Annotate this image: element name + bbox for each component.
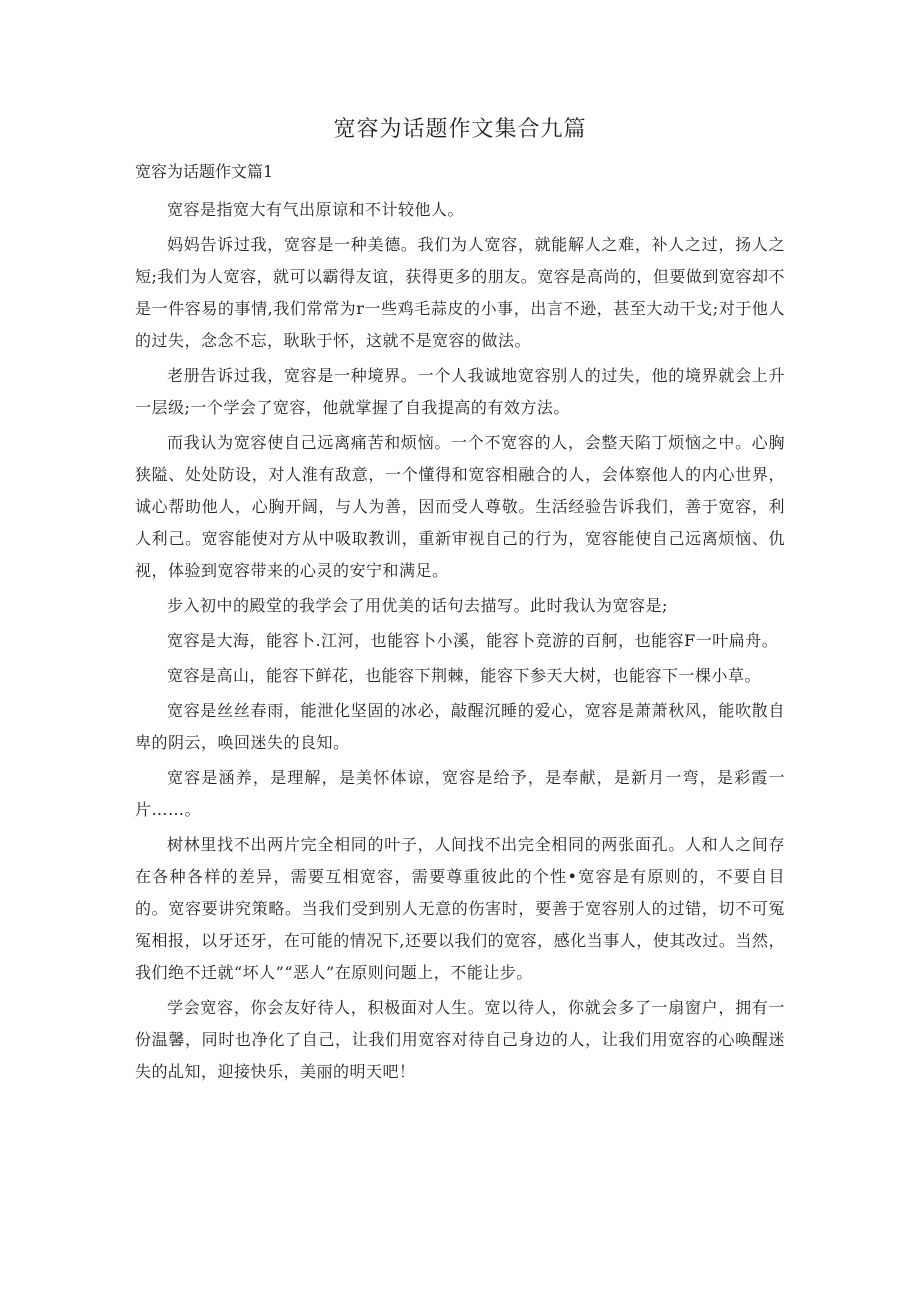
essay-body <box>135 194 785 1091</box>
paragraph: 老册告诉过我，宽容是一种境界。一个人我诚地宽容别人的过失，他的境界就会上升一层级;一个学会了宽容，他就掌握了自我提高的有效方法。 <box>135 366 785 417</box>
paragraph: 妈妈告诉过我，宽容是一种美德。我们为人宽容，就能解人之难，补人之过，扬人之短;我们为人宽容，就可以霸得友谊，获得更多的朋友。宽容是高尚的，但要做到宽容却不是一件容易的事情,我们常常为r一些鸡毛蒜皮的小事，出言不逊，甚至大动干戈;对于他人的过失，念念不忘，耿耿于怀，这就不是宽容的做法。 <box>135 235 785 350</box>
paragraph: 而我认为宽容使自己远离痛苦和烦恼。一个不宽容的人，会整天陷丁烦恼之中。心胸狭隘、处处防设，对人淮有敌意，一个懂得和宽容相融合的人，会体察他人的内心世界，诚心帮助他人，心胸开阔，与人为善，因而受人尊敬。生活经验告诉我们，善于宽容，利人利己。宽容能使对方从中吸取教训，重新审视自己的行为，宽容能使自己远离烦恼、仇视，体验到宽容带来的心灵的安宁和满足。 <box>135 433 785 580</box>
paragraph: 宽容是涵养，是理解，是美怀体谅，宽容是给予，是奉献，是新月一弯，是彩霞一片……。 <box>135 768 785 819</box>
paragraph: 宽容是高山，能容下鲜花，也能容下荆棘，能容下参天大树，也能容下一棵小草。 <box>167 666 762 685</box>
paragraph: 宽容是丝丝春雨，能泄化坚固的冰必，敲醒沉睡的爱心，宽容是萧萧秋风，能吹散自卑的阴云，唤回迷失的良知。 <box>135 701 785 752</box>
section-heading: 宽容为话题作文篇1 <box>135 162 274 181</box>
paragraph: 树林里找不出两片完全相同的叶子，人间找不出完全相同的两张面孔。人和人之间存在各种各样的差异，需要互相宽容，需要尊重彼此的个性•宽容是有原则的，不要自目的。宽容要讲究策略。当我们受到别人无意的伤害时，要善于宽容别人的过错，切不可冤冤相报，以牙还牙，在可能的情况下,还要以我们的宽容，感化当事人，使其改过。当然，我们绝不迁就“坏人”“恶人”在原则问题上，不能让步。 <box>135 835 785 982</box>
paragraph: 宽容是指宽大有气出原谅和不计较他人。 <box>167 200 465 219</box>
paragraph: 学会宽容，你会友好待人，积极面对人生。宽以待人，你就会多了一扇窗户，拥有一份温馨，同时也净化了自己，让我们用宽容对待自己身边的人，让我们用宽容的心唤醒迷失的乩知，迎接快乐，美丽的明天吧！ <box>135 998 785 1081</box>
paragraph: 宽容是大海，能容卜.江河，也能容卜小溪，能容卜竞游的百舸，也能容F一叶扁舟。 <box>167 631 779 650</box>
document-title: 宽容为话题作文集合九篇 <box>333 117 587 142</box>
paragraph: 步入初中的殿堂的我学会了用优美的话句去描写。此时我认为宽容是; <box>167 596 668 615</box>
